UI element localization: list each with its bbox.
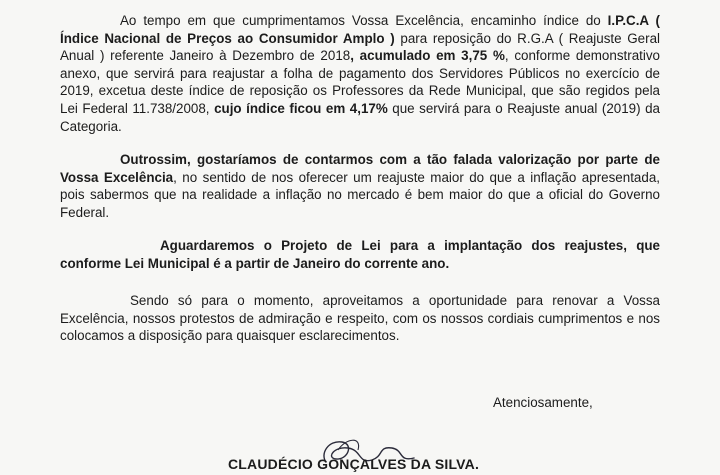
paragraph-closing-remarks (60, 292, 660, 345)
signatory-name: CLAUDÉCIO GONÇALVES DA SILVA. (228, 456, 480, 472)
p1-text-4: que servirá para o Reajuste anual (2019) da Categoria. (60, 100, 661, 134)
p1-bold-index: cujo índice ficou em 4,17% (214, 100, 388, 116)
p1-text-3: , conforme demonstrativo anexo, que servirá para reajustar a folha de pagamento dos Servidores Públicos no exercício de 2019, excetua deste índice de reposição os Professores da Rede Municipal, que são regidos pela Lei Federal 11.738/2008, (60, 48, 660, 116)
p2-bold: Outrossim, gostaríamos de contarmos com a tão falada valorização por parte de Vossa Excelência (60, 152, 660, 185)
p1-text-2: para reposição do R.G.A ( Reajuste Geral Anual ) referente Janeiro à Dezembro de 2018 (60, 30, 661, 64)
p4-text: Sendo só para o momento, aproveitamos a oportunidade para renovar a Vossa Excelência, nossos protestos de admiração e respeito, com os nossos cordiais cumprimentos e nos colocamos a disposição para quaisquer esclarecimentos. (60, 293, 660, 344)
p3-bold: Aguardaremos o Projeto de Lei para a implantação dos reajustes, que conforme Lei Municipal é a partir de Janeiro do corrente ano. (60, 238, 660, 271)
paragraph-ipca (60, 12, 660, 135)
p1-bold-ipca: I.P.C.A ( Índice Nacional de Preços ao Consumidor Amplo ) (60, 13, 660, 46)
paragraph-valorizacao (60, 151, 660, 221)
p1-text-1: Ao tempo em que cumprimentamos Vossa Excelência, encaminho índice do (120, 13, 608, 28)
p2-text: , no sentido de nos oferecer um reajuste maior do que a inflação apresentada, pois sabermos que na realidade a inflação no mercado é bem maior do que a oficial do Governo Federal. (60, 169, 660, 220)
closing-salutation: Atenciosamente, (493, 395, 593, 410)
p1-bold-accumulated: , acumulado em 3,75 % (350, 48, 505, 64)
paragraph-projeto-lei (60, 237, 660, 272)
